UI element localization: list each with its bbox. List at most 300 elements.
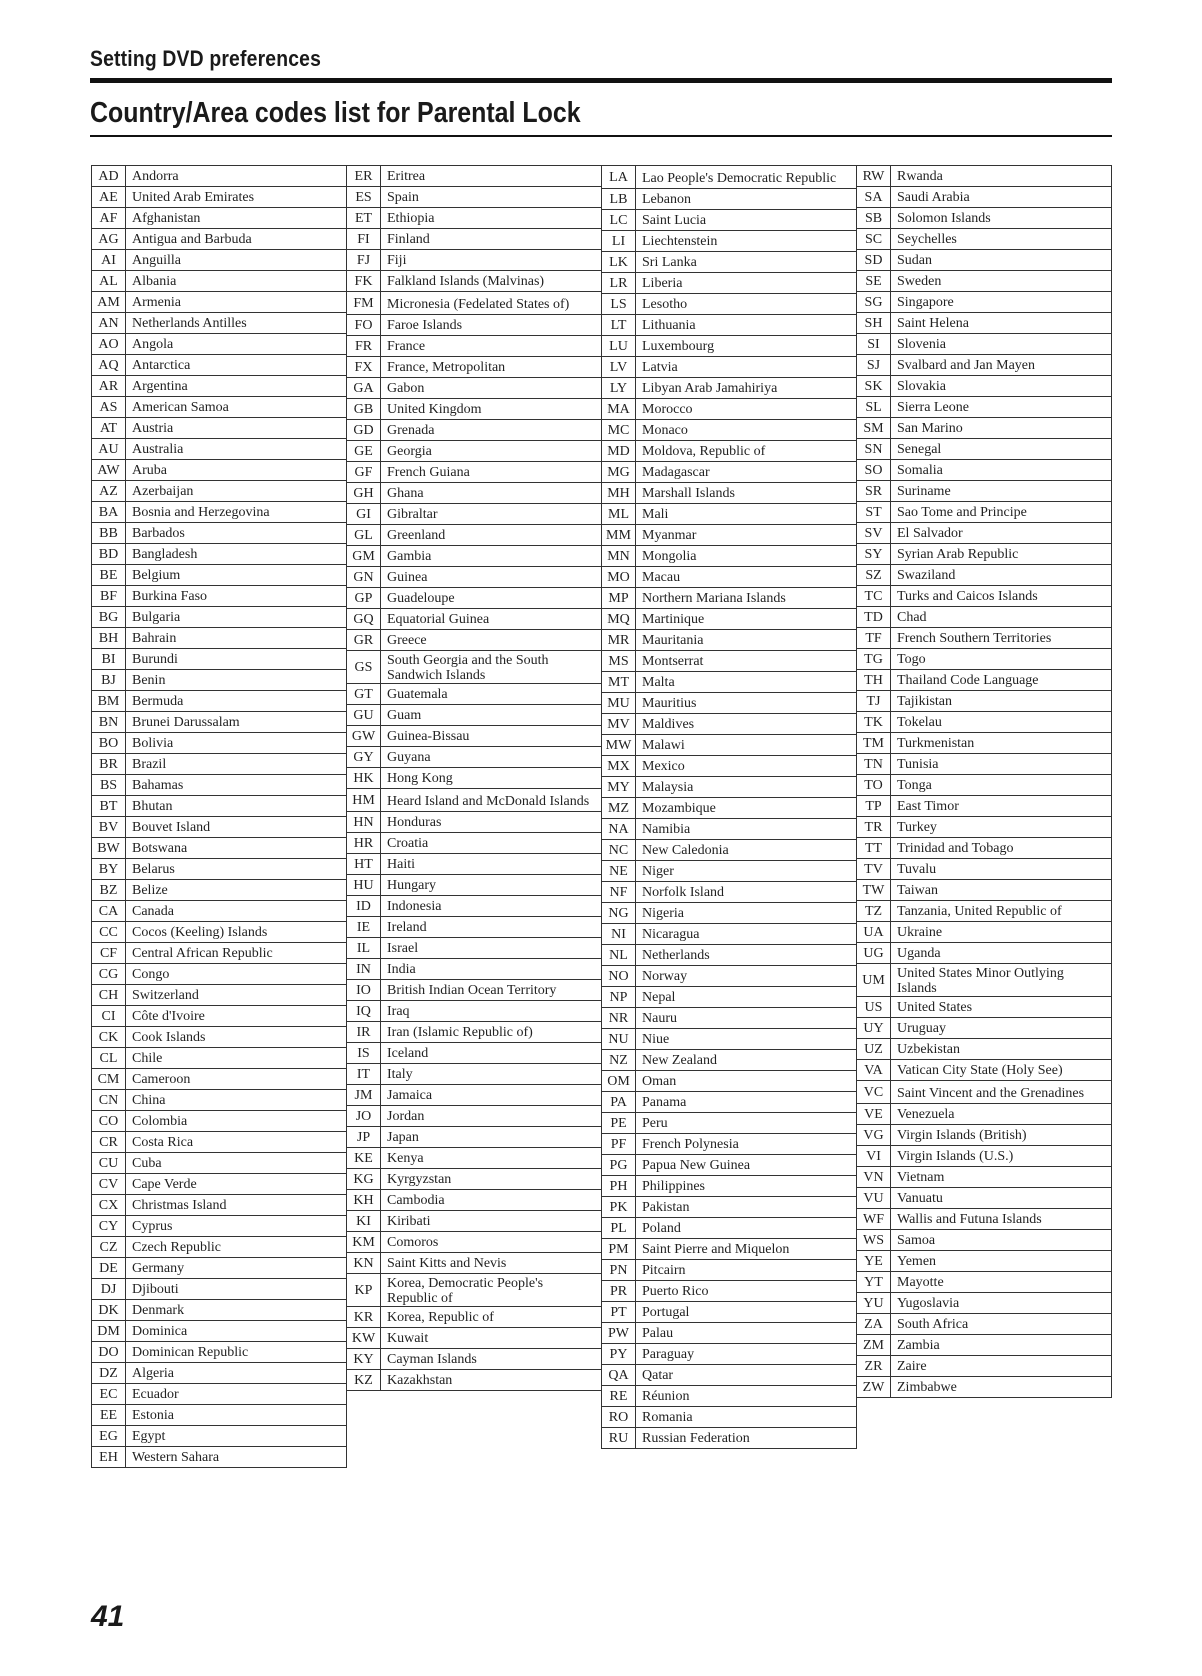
country-code: VE <box>857 1104 891 1125</box>
country-name: Gambia <box>381 546 602 567</box>
country-code: FR <box>347 336 381 357</box>
country-name: Estonia <box>126 1405 347 1426</box>
country-code: FK <box>347 271 381 292</box>
country-code: IR <box>347 1022 381 1043</box>
country-name: Sierra Leone <box>891 397 1112 418</box>
table-row <box>92 1447 347 1468</box>
country-name: Portugal <box>636 1302 857 1323</box>
country-code: IE <box>347 917 381 938</box>
country-code: TT <box>857 838 891 859</box>
table-row <box>347 250 602 271</box>
country-code: HN <box>347 812 381 833</box>
country-name: Pakistan <box>636 1197 857 1218</box>
table-row <box>602 1407 857 1428</box>
country-name: Burundi <box>126 649 347 670</box>
country-code: CO <box>92 1111 126 1132</box>
table-row <box>857 1251 1112 1272</box>
table-row <box>347 208 602 229</box>
table-row <box>347 959 602 980</box>
country-code: GM <box>347 546 381 567</box>
country-code: MC <box>602 420 636 441</box>
country-name: Azerbaijan <box>126 481 347 502</box>
country-name: Namibia <box>636 819 857 840</box>
country-name: Northern Mariana Islands <box>636 588 857 609</box>
table-row <box>347 854 602 875</box>
country-name: Côte d'Ivoire <box>126 1006 347 1027</box>
country-name: Liberia <box>636 273 857 294</box>
table-row <box>347 630 602 651</box>
country-name: Argentina <box>126 376 347 397</box>
table-row <box>92 670 347 691</box>
table-row <box>92 502 347 523</box>
country-code: WF <box>857 1209 891 1230</box>
country-name: Norway <box>636 966 857 987</box>
country-name: Aruba <box>126 460 347 481</box>
table-row <box>92 187 347 208</box>
country-code: FO <box>347 315 381 336</box>
table-row <box>602 651 857 672</box>
country-name: Eritrea <box>381 166 602 187</box>
country-name: Central African Republic <box>126 943 347 964</box>
table-row <box>857 1060 1112 1081</box>
table-row <box>857 439 1112 460</box>
country-code: AD <box>92 166 126 187</box>
country-code: GA <box>347 378 381 399</box>
table-row <box>602 798 857 819</box>
table-row <box>602 1239 857 1260</box>
country-name: French Guiana <box>381 462 602 483</box>
table-row <box>602 1155 857 1176</box>
country-code: RW <box>857 166 891 187</box>
country-code: JM <box>347 1085 381 1106</box>
table-row <box>602 1260 857 1281</box>
country-name: Mozambique <box>636 798 857 819</box>
country-code: KR <box>347 1307 381 1328</box>
country-name: Thailand Code Language <box>891 670 1112 691</box>
country-code: CU <box>92 1153 126 1174</box>
country-code: BE <box>92 565 126 586</box>
country-code: LV <box>602 357 636 378</box>
country-code: HT <box>347 854 381 875</box>
table-row <box>857 775 1112 796</box>
table-row <box>857 586 1112 607</box>
table-row <box>347 609 602 630</box>
country-code: SM <box>857 418 891 439</box>
country-name: Sao Tome and Principe <box>891 502 1112 523</box>
country-code: BS <box>92 775 126 796</box>
country-code: DO <box>92 1342 126 1363</box>
table-row <box>347 1232 602 1253</box>
country-code: AO <box>92 334 126 355</box>
country-name: Iceland <box>381 1043 602 1064</box>
table-row <box>347 271 602 292</box>
table-row <box>602 1029 857 1050</box>
country-code: GH <box>347 483 381 504</box>
table-row <box>857 943 1112 964</box>
country-name: Saudi Arabia <box>891 187 1112 208</box>
country-name: Trinidad and Tobago <box>891 838 1112 859</box>
country-code: VN <box>857 1167 891 1188</box>
country-code: MA <box>602 399 636 420</box>
table-row <box>857 544 1112 565</box>
table-row <box>602 987 857 1008</box>
country-name: Yemen <box>891 1251 1112 1272</box>
country-code: SY <box>857 544 891 565</box>
country-code: NR <box>602 1008 636 1029</box>
country-code: EC <box>92 1384 126 1405</box>
country-name: Heard Island and McDonald Islands <box>381 789 602 812</box>
table-row <box>92 1405 347 1426</box>
country-code: EG <box>92 1426 126 1447</box>
country-name: American Samoa <box>126 397 347 418</box>
table-row <box>347 504 602 525</box>
country-name: Philippines <box>636 1176 857 1197</box>
table-row <box>347 1328 602 1349</box>
country-name: Gabon <box>381 378 602 399</box>
country-code: MZ <box>602 798 636 819</box>
table-row <box>857 376 1112 397</box>
country-name: South Africa <box>891 1314 1112 1335</box>
country-code: KI <box>347 1211 381 1232</box>
country-name: Dominica <box>126 1321 347 1342</box>
table-row <box>857 271 1112 292</box>
country-name: Niger <box>636 861 857 882</box>
table-row <box>92 1006 347 1027</box>
table-row <box>602 399 857 420</box>
table-row <box>92 313 347 334</box>
table-row <box>602 1134 857 1155</box>
country-code: GP <box>347 588 381 609</box>
table-row <box>92 355 347 376</box>
country-code: CZ <box>92 1237 126 1258</box>
country-code: GN <box>347 567 381 588</box>
country-code: LU <box>602 336 636 357</box>
country-name: Sri Lanka <box>636 252 857 273</box>
table-row <box>92 775 347 796</box>
country-code: LI <box>602 231 636 252</box>
country-code: LK <box>602 252 636 273</box>
country-code: ST <box>857 502 891 523</box>
table-row <box>602 1428 857 1449</box>
table-row <box>347 938 602 959</box>
country-code: SL <box>857 397 891 418</box>
table-row <box>347 420 602 441</box>
table-row <box>347 546 602 567</box>
country-code: PM <box>602 1239 636 1260</box>
country-code: BR <box>92 754 126 775</box>
table-row <box>857 670 1112 691</box>
table-row <box>602 294 857 315</box>
country-name: Niue <box>636 1029 857 1050</box>
table-row <box>92 208 347 229</box>
country-name: Norfolk Island <box>636 882 857 903</box>
country-code: SZ <box>857 565 891 586</box>
country-name: San Marino <box>891 418 1112 439</box>
country-name: El Salvador <box>891 523 1112 544</box>
country-code: SG <box>857 292 891 313</box>
table-row <box>92 1153 347 1174</box>
table-row <box>602 672 857 693</box>
country-name: Turks and Caicos Islands <box>891 586 1112 607</box>
table-row <box>602 1344 857 1365</box>
country-code: PN <box>602 1260 636 1281</box>
country-code: TR <box>857 817 891 838</box>
table-row <box>602 231 857 252</box>
table-row <box>857 754 1112 775</box>
country-name: Ireland <box>381 917 602 938</box>
table-row <box>857 397 1112 418</box>
country-name: Nicaragua <box>636 924 857 945</box>
country-code: LA <box>602 166 636 189</box>
country-name: Zambia <box>891 1335 1112 1356</box>
table-row <box>602 1008 857 1029</box>
country-name: Benin <box>126 670 347 691</box>
country-name: Peru <box>636 1113 857 1134</box>
country-code: BB <box>92 523 126 544</box>
country-code: GI <box>347 504 381 525</box>
country-name: Hong Kong <box>381 768 602 789</box>
country-code: GD <box>347 420 381 441</box>
country-code: NC <box>602 840 636 861</box>
table-row <box>857 1188 1112 1209</box>
table-row <box>602 966 857 987</box>
table-row <box>347 1148 602 1169</box>
table-row <box>602 903 857 924</box>
table-row <box>92 754 347 775</box>
country-code: BN <box>92 712 126 733</box>
country-name: Denmark <box>126 1300 347 1321</box>
country-code: KH <box>347 1190 381 1211</box>
country-name: Zimbabwe <box>891 1377 1112 1398</box>
table-row <box>92 1195 347 1216</box>
country-code: ER <box>347 166 381 187</box>
country-name: Poland <box>636 1218 857 1239</box>
country-code: AW <box>92 460 126 481</box>
table-row <box>347 357 602 378</box>
country-code: YU <box>857 1293 891 1314</box>
country-code: TF <box>857 628 891 649</box>
country-code: YE <box>857 1251 891 1272</box>
country-name: Saint Kitts and Nevis <box>381 1253 602 1274</box>
country-code: TC <box>857 586 891 607</box>
table-row <box>347 1001 602 1022</box>
country-code: ZW <box>857 1377 891 1398</box>
country-code: AZ <box>92 481 126 502</box>
country-code: LC <box>602 210 636 231</box>
table-row <box>92 1363 347 1384</box>
country-name: Belarus <box>126 859 347 880</box>
table-row <box>602 546 857 567</box>
country-name: Japan <box>381 1127 602 1148</box>
country-name: Bangladesh <box>126 544 347 565</box>
country-code: AF <box>92 208 126 229</box>
country-code: KN <box>347 1253 381 1274</box>
country-code: SJ <box>857 355 891 376</box>
country-code: MW <box>602 735 636 756</box>
table-row <box>92 1174 347 1195</box>
country-name: Iran (Islamic Republic of) <box>381 1022 602 1043</box>
country-code: TV <box>857 859 891 880</box>
table-row <box>92 943 347 964</box>
table-row <box>857 649 1112 670</box>
table-row <box>602 378 857 399</box>
table-row <box>602 840 857 861</box>
country-code: AE <box>92 187 126 208</box>
table-row <box>347 229 602 250</box>
codes-table-column-4 <box>856 165 1112 1398</box>
country-code: KE <box>347 1148 381 1169</box>
country-name: Swaziland <box>891 565 1112 586</box>
country-code: BH <box>92 628 126 649</box>
country-code: TH <box>857 670 891 691</box>
country-code: SV <box>857 523 891 544</box>
table-row <box>857 691 1112 712</box>
table-row <box>602 609 857 630</box>
country-name: Papua New Guinea <box>636 1155 857 1176</box>
table-row <box>602 315 857 336</box>
table-row <box>857 1209 1112 1230</box>
country-name: Mauritania <box>636 630 857 651</box>
country-name: Tuvalu <box>891 859 1112 880</box>
table-row <box>347 726 602 747</box>
country-code: MG <box>602 462 636 483</box>
table-row <box>602 1071 857 1092</box>
table-row <box>92 166 347 187</box>
table-row <box>602 1050 857 1071</box>
country-code: AQ <box>92 355 126 376</box>
country-name: Bahamas <box>126 775 347 796</box>
country-name: Iraq <box>381 1001 602 1022</box>
country-code: TK <box>857 712 891 733</box>
country-name: Angola <box>126 334 347 355</box>
country-code: TJ <box>857 691 891 712</box>
country-code: NI <box>602 924 636 945</box>
country-code: VA <box>857 1060 891 1081</box>
country-code: CM <box>92 1069 126 1090</box>
table-row <box>857 1314 1112 1335</box>
table-row <box>857 1293 1112 1314</box>
country-name: Guam <box>381 705 602 726</box>
country-code: HM <box>347 789 381 812</box>
country-code: SI <box>857 334 891 355</box>
country-code: GF <box>347 462 381 483</box>
table-row <box>602 756 857 777</box>
table-row <box>857 208 1112 229</box>
country-code: MT <box>602 672 636 693</box>
country-name: United Arab Emirates <box>126 187 347 208</box>
table-row <box>347 875 602 896</box>
table-row <box>857 1104 1112 1125</box>
table-row <box>857 1146 1112 1167</box>
country-code: HK <box>347 768 381 789</box>
country-name: Samoa <box>891 1230 1112 1251</box>
country-name: Panama <box>636 1092 857 1113</box>
table-row <box>92 1237 347 1258</box>
country-code: MV <box>602 714 636 735</box>
country-name: Kyrgyzstan <box>381 1169 602 1190</box>
table-row <box>857 355 1112 376</box>
table-row <box>92 1069 347 1090</box>
country-name: Italy <box>381 1064 602 1085</box>
country-code: TD <box>857 607 891 628</box>
country-code: RO <box>602 1407 636 1428</box>
country-name: Ecuador <box>126 1384 347 1405</box>
country-name: Western Sahara <box>126 1447 347 1468</box>
table-row <box>857 418 1112 439</box>
table-row <box>92 271 347 292</box>
country-name: Morocco <box>636 399 857 420</box>
country-code: HU <box>347 875 381 896</box>
country-code: OM <box>602 1071 636 1092</box>
table-row <box>602 567 857 588</box>
table-row <box>92 712 347 733</box>
country-code: AL <box>92 271 126 292</box>
country-code: VG <box>857 1125 891 1146</box>
table-row <box>857 565 1112 586</box>
country-code: TW <box>857 880 891 901</box>
country-name: Belize <box>126 880 347 901</box>
country-name: Equatorial Guinea <box>381 609 602 630</box>
country-code: MY <box>602 777 636 798</box>
table-row <box>602 630 857 651</box>
table-row <box>347 588 602 609</box>
country-code: MU <box>602 693 636 714</box>
country-code: PR <box>602 1281 636 1302</box>
country-name: Egypt <box>126 1426 347 1447</box>
country-name: Somalia <box>891 460 1112 481</box>
country-name: Uganda <box>891 943 1112 964</box>
country-code: US <box>857 997 891 1018</box>
country-code: SE <box>857 271 891 292</box>
table-row <box>347 896 602 917</box>
table-row <box>92 985 347 1006</box>
country-code: AI <box>92 250 126 271</box>
table-row <box>602 588 857 609</box>
country-code: IS <box>347 1043 381 1064</box>
country-name: United Kingdom <box>381 399 602 420</box>
table-row <box>92 544 347 565</box>
country-name: Algeria <box>126 1363 347 1384</box>
table-row <box>347 833 602 854</box>
table-row <box>602 1302 857 1323</box>
country-name: Canada <box>126 901 347 922</box>
country-name: Burkina Faso <box>126 586 347 607</box>
country-name: Solomon Islands <box>891 208 1112 229</box>
country-name: Senegal <box>891 439 1112 460</box>
country-name: Botswana <box>126 838 347 859</box>
country-name: Christmas Island <box>126 1195 347 1216</box>
country-name: Czech Republic <box>126 1237 347 1258</box>
country-name: Brunei Darussalam <box>126 712 347 733</box>
country-name: Dominican Republic <box>126 1342 347 1363</box>
table-row <box>857 1335 1112 1356</box>
country-name: Cayman Islands <box>381 1349 602 1370</box>
country-code: GQ <box>347 609 381 630</box>
country-code: JP <box>347 1127 381 1148</box>
country-name: Slovenia <box>891 334 1112 355</box>
table-row <box>602 441 857 462</box>
table-row <box>857 250 1112 271</box>
country-code: EH <box>92 1447 126 1468</box>
country-name: Tanzania, United Republic of <box>891 901 1112 922</box>
country-name: Macau <box>636 567 857 588</box>
country-code: ET <box>347 208 381 229</box>
country-name: Réunion <box>636 1386 857 1407</box>
country-code: CF <box>92 943 126 964</box>
table-row <box>347 980 602 1001</box>
table-row <box>347 1370 602 1391</box>
country-code: CL <box>92 1048 126 1069</box>
